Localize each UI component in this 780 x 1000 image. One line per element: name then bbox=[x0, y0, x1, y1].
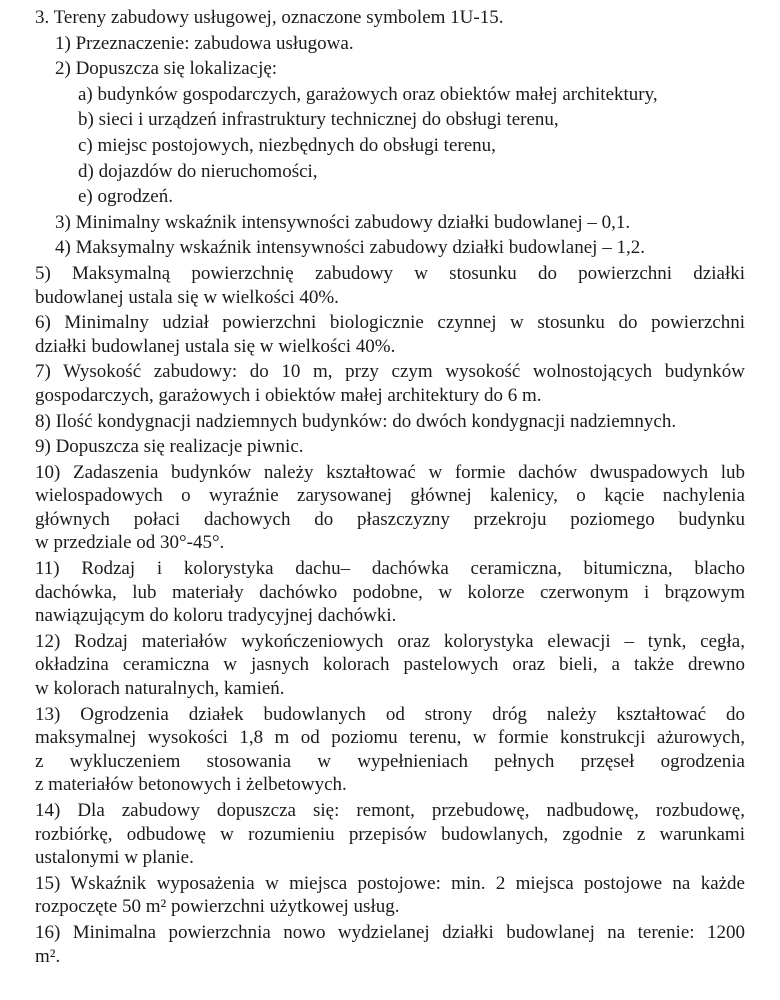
text-line: b) sieci i urządzeń infrastruktury technicznej do obsługi terenu, bbox=[78, 109, 559, 131]
item-8 bbox=[35, 410, 745, 434]
subitem-a bbox=[78, 83, 745, 107]
text-line: w kolorach naturalnych, kamień. bbox=[35, 678, 285, 700]
text-line: 9) Dopuszcza się realizacje piwnic. bbox=[35, 436, 304, 458]
text-line: głównych połaci dachowych do płaszczyzny przekroju poziomego budynku bbox=[35, 508, 745, 530]
text-line: 11) Rodzaj i kolorystyka dachu– dachówka ceramiczna, bitumiczna, blacho bbox=[35, 558, 745, 580]
item-9 bbox=[35, 435, 745, 459]
subitem-e bbox=[78, 185, 745, 209]
item-4 bbox=[55, 236, 745, 260]
item-12 bbox=[35, 630, 745, 701]
text-line: 3) Minimalny wskaźnik intensywności zabudowy działki budowlanej – 0,1. bbox=[55, 211, 631, 233]
item-16 bbox=[35, 921, 745, 968]
item-3 bbox=[55, 211, 745, 235]
subitem-c bbox=[78, 134, 745, 158]
item-13 bbox=[35, 703, 745, 797]
text-line: 4) Maksymalny wskaźnik intensywności zabudowy działki budowlanej – 1,2. bbox=[55, 237, 645, 259]
text-line: 12) Rodzaj materiałów wykończeniowych oraz kolorystyka elewacji – tynk, cegła, bbox=[35, 630, 745, 652]
text-line: 10) Zadaszenia budynków należy kształtować w formie dachów dwuspadowych lub bbox=[35, 461, 745, 483]
text-line: 7) Wysokość zabudowy: do 10 m, przy czym wysokość wolnostojących budynków bbox=[35, 361, 745, 383]
text-line: rozbiórkę, odbudowę w rozumieniu przepisów budowlanych, zgodnie z warunkami bbox=[35, 823, 745, 845]
heading-item-3 bbox=[35, 6, 745, 30]
text-line: 3. Tereny zabudowy usługowej, oznaczone symbolem 1U-15. bbox=[35, 7, 504, 28]
text-line: działki budowlanej ustala się w wielkości 40%. bbox=[35, 335, 396, 357]
text-line: nawiązującym do koloru tradycyjnej dachówki. bbox=[35, 605, 397, 627]
text-line: 2) Dopuszcza się lokalizację: bbox=[55, 58, 278, 80]
text-line: e) ogrodzeń. bbox=[78, 186, 173, 208]
text-line: c) miejsc postojowych, niezbędnych do obsługi terenu, bbox=[78, 134, 496, 156]
text-line: 6) Minimalny udział powierzchni biologicznie czynnej w stosunku do powierzchni bbox=[35, 312, 745, 334]
text-line: z wykluczeniem stosowania w wypełnieniach pełnych przęseł ogrodzenia bbox=[35, 750, 745, 772]
item-6 bbox=[35, 311, 745, 358]
text-line: d) dojazdów do nieruchomości, bbox=[78, 160, 318, 182]
text-line: 8) Ilość kondygnacji nadziemnych budynków: do dwóch kondygnacji nadziemnych. bbox=[35, 410, 677, 432]
item-1 bbox=[55, 32, 745, 56]
text-line: 14) Dla zabudowy dopuszcza się: remont, przebudowę, nadbudowę, rozbudowę, bbox=[35, 800, 745, 821]
text-line: m². bbox=[35, 945, 61, 967]
item-14 bbox=[35, 799, 745, 870]
text-line: dachówka, lub materiały dachówko podobne, w kolorze czerwonym i brązowym bbox=[35, 581, 745, 603]
text-line: budowlanej ustala się w wielkości 40%. bbox=[35, 286, 339, 308]
text-line: a) budynków gospodarczych, garażowych oraz obiektów małej architektury, bbox=[78, 83, 658, 105]
item-5 bbox=[35, 262, 745, 309]
text-line: w przedziale od 30°-45°. bbox=[35, 532, 225, 554]
text-line: ustalonymi w planie. bbox=[35, 847, 194, 869]
subitem-b bbox=[78, 108, 745, 132]
text-line: gospodarczych, garażowych i obiektów małej architektury do 6 m. bbox=[35, 384, 542, 406]
item-10 bbox=[35, 461, 745, 555]
text-line: rozpoczęte 50 m² powierzchni użytkowej usług. bbox=[35, 896, 400, 918]
text-line: wielospadowych o wyraźnie zarysowanej głównej kalenicy, o kącie nachylenia bbox=[35, 485, 745, 507]
text-line: maksymalnej wysokości 1,8 m od poziomu terenu, w formie konstrukcji ażurowych, bbox=[35, 727, 745, 749]
text-line: 1) Przeznaczenie: zabudowa usługowa. bbox=[55, 32, 354, 54]
text-line: 5) Maksymalną powierzchnię zabudowy w stosunku do powierzchni działki bbox=[35, 262, 745, 284]
text-line: okładzina ceramiczna w jasnych kolorach pastelowych oraz bieli, a także drewno bbox=[35, 654, 745, 676]
text-line: z materiałów betonowych i żelbetowych. bbox=[35, 774, 347, 796]
item-7 bbox=[35, 360, 745, 407]
text-line: 13) Ogrodzenia działek budowlanych od strony dróg należy kształtować do bbox=[35, 703, 745, 725]
item-15 bbox=[35, 872, 745, 919]
subitem-d bbox=[78, 160, 745, 184]
item-11 bbox=[35, 557, 745, 628]
text-line: 15) Wskaźnik wyposażenia w miejsca postojowe: min. 2 miejsca postojowe na każde bbox=[35, 872, 745, 894]
text-line: 16) Minimalna powierzchnia nowo wydzielanej działki budowlanej na terenie: 1200 bbox=[35, 921, 745, 943]
item-2 bbox=[55, 57, 745, 81]
